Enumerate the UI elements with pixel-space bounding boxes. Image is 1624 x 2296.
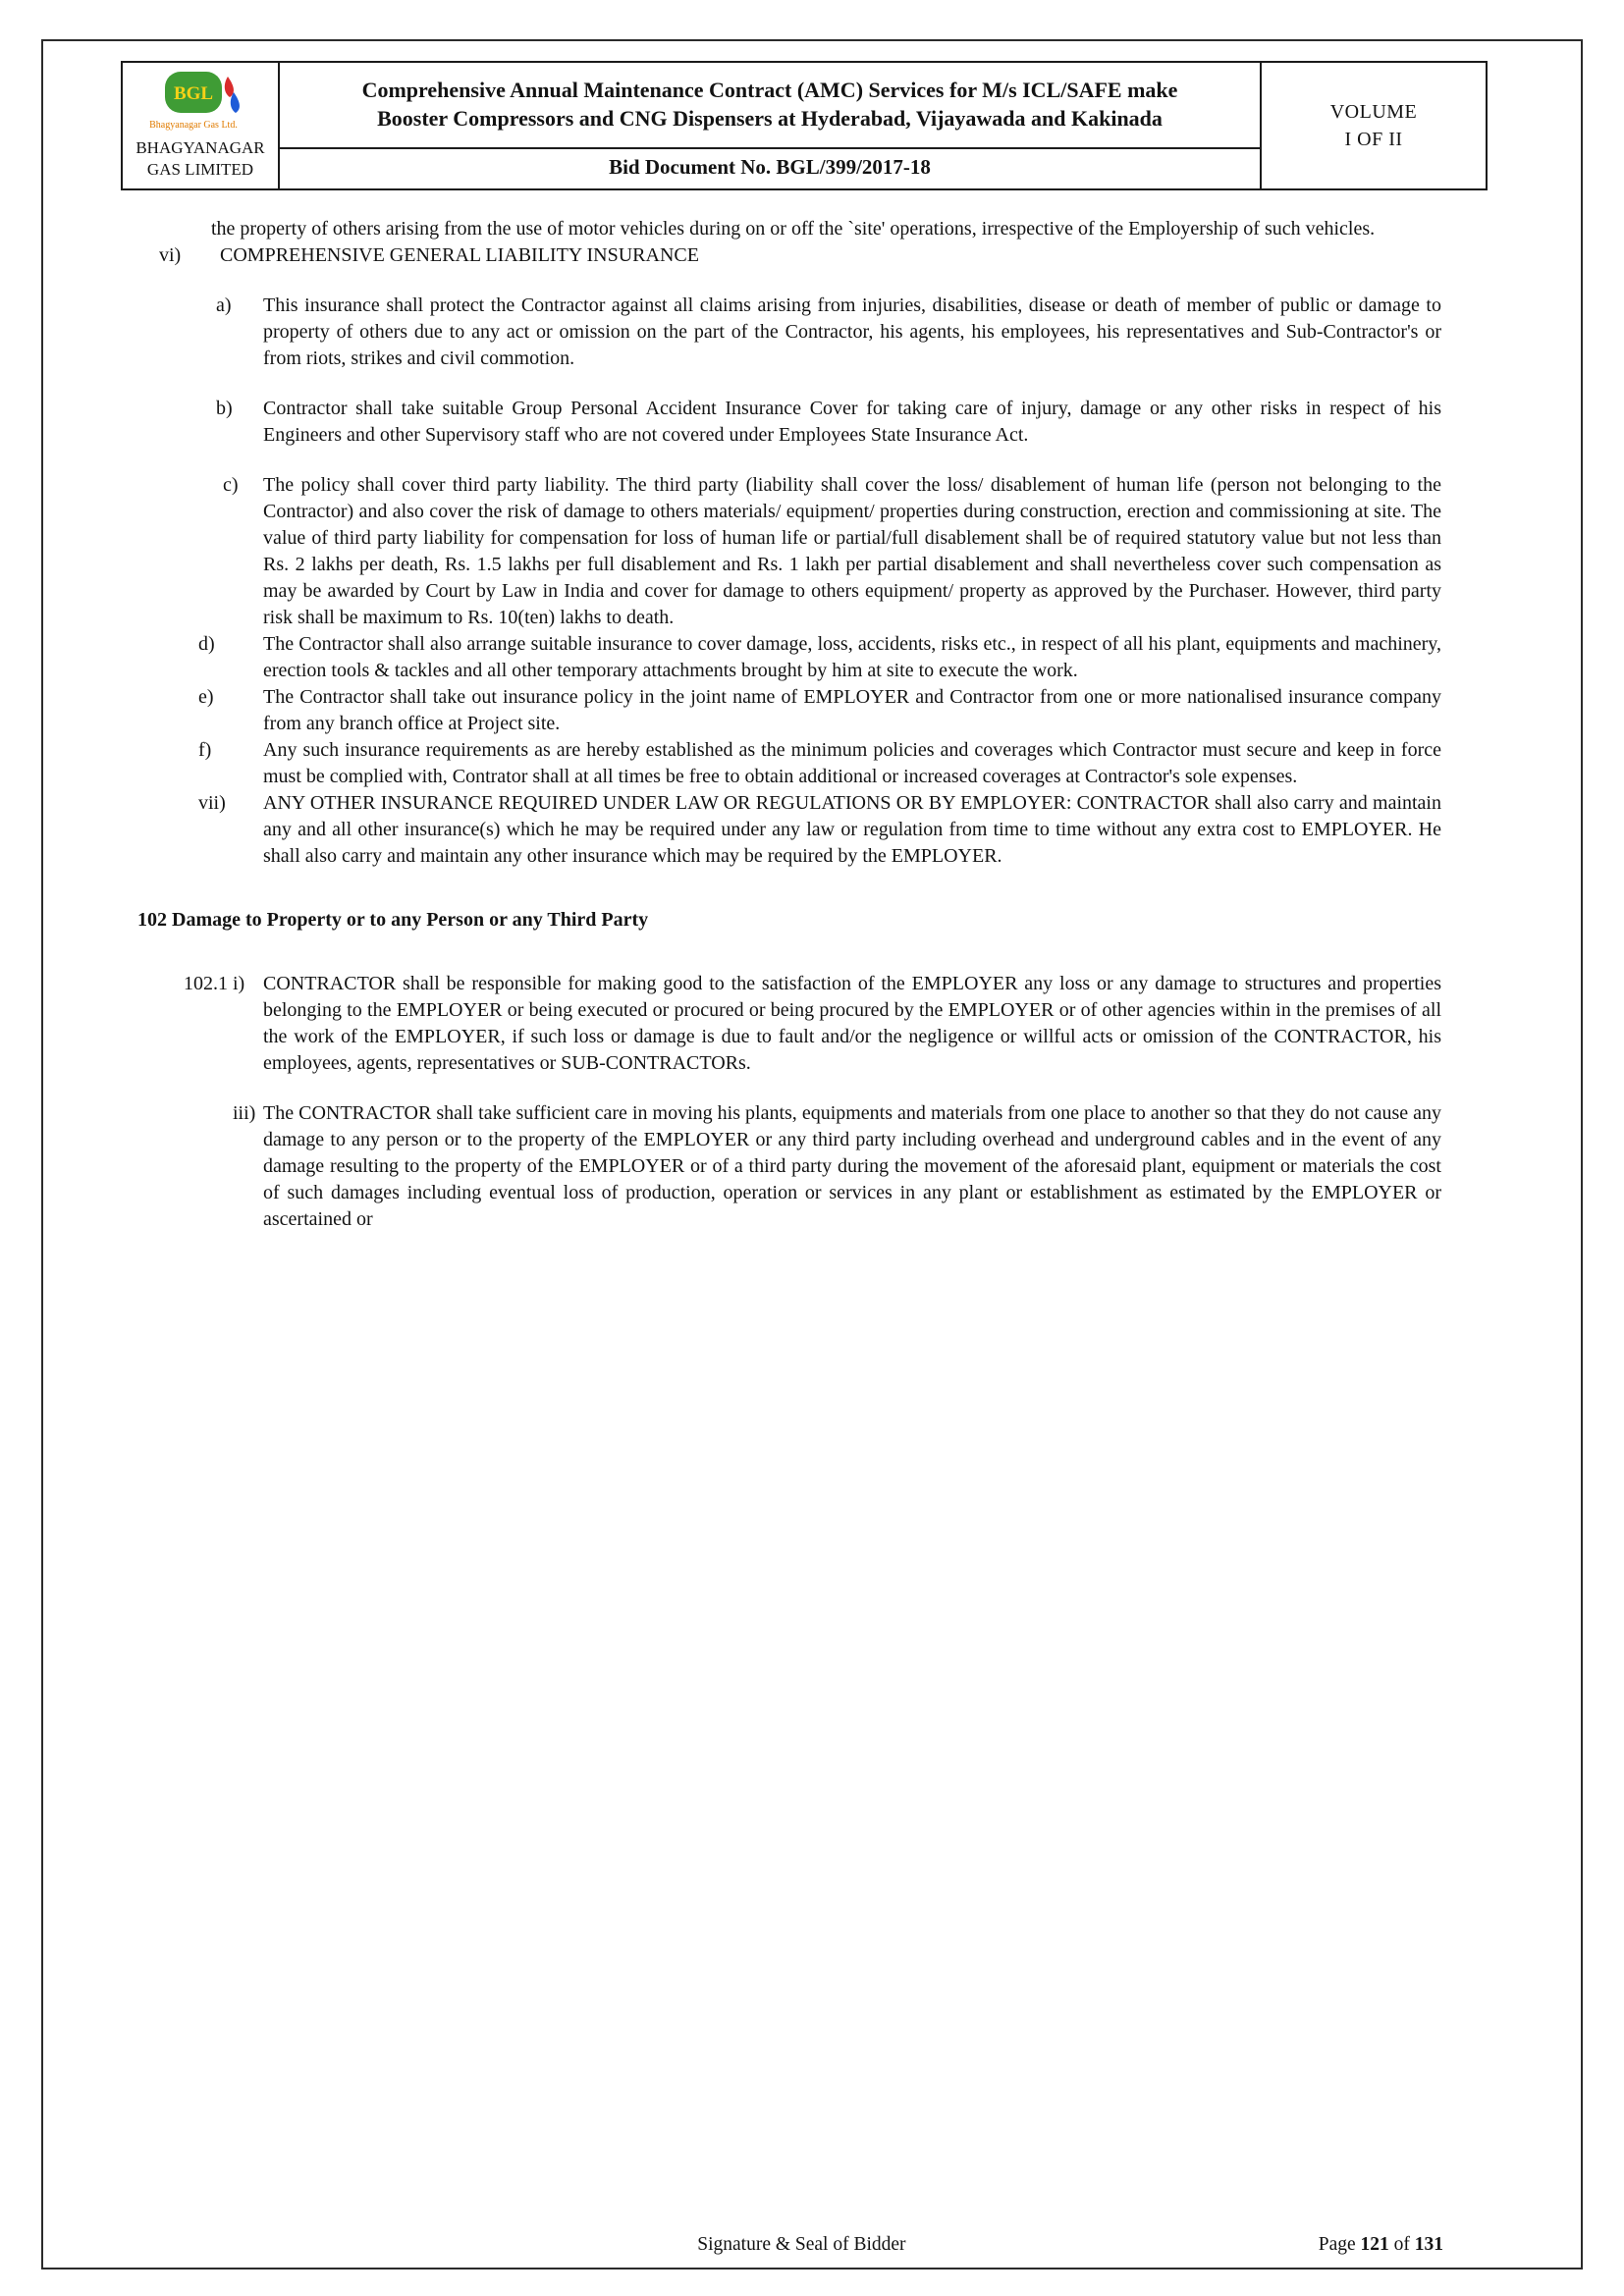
page-word: Page bbox=[1318, 2234, 1356, 2255]
paragraph-text: This insurance shall protect the Contractor against all claims arising from injuries, disabilities, disease or death of member of public or damage to property of others due to any act or omission on the part of the Contractor, his agents, his employees, his representatives and Sub-Contractor's or from riots, strikes and civil commotion. bbox=[263, 294, 1441, 370]
company-logo-icon bbox=[141, 69, 259, 133]
list-item bbox=[137, 684, 1441, 737]
bid-document-number: Bid Document No. BGL/399/2017-18 bbox=[279, 148, 1261, 189]
list-item-label: vii) bbox=[198, 792, 226, 815]
paragraph-text: The policy shall cover third party liability. The third party (liability shall cover the loss/ disablement of human life (person not belonging to the Contractor) and also cover the risk of damage to others materials/ equipment/ properties during construction, erection and commissioning at site. The value of third party liability for compensation for loss of human life or partial/full disablement shall be of required statutory value but not less than Rs. 2 lakhs per death, Rs. 1.5 lakhs per full disablement and Rs. 1 lakh per partial disablement and shall nevertheless cover such compensation as may be awarded by Court by Law in India and cover for damage to others equipment/ property as approved by the Purchaser. However, third party risk shall be maximum to Rs. 10(ten) lakhs to death. bbox=[263, 474, 1441, 629]
list-item-label: a) bbox=[216, 294, 232, 317]
paragraph bbox=[137, 216, 1441, 242]
list-item-label: vi) bbox=[159, 244, 182, 267]
list-item bbox=[137, 242, 1441, 269]
list-item bbox=[137, 1100, 1441, 1233]
list-item bbox=[137, 790, 1441, 870]
document-body bbox=[137, 216, 1441, 1233]
logo-text: BGL bbox=[173, 83, 214, 104]
of-word: of bbox=[1393, 2234, 1410, 2255]
document-title: Comprehensive Annual Maintenance Contract (AMC) Services for M/s ICL/SAFE make Booster Compressors and CNG Dispensers at Hyderabad, Vijayawada and Kakinada bbox=[279, 62, 1261, 148]
page-total: 131 bbox=[1414, 2234, 1443, 2255]
volume-label-line2: I OF II bbox=[1344, 129, 1403, 151]
paragraph-text: The Contractor shall take out insurance policy in the joint name of EMPLOYER and Contractor from one or more nationalised insurance company from any branch office at Project site. bbox=[263, 686, 1441, 735]
list-item bbox=[137, 396, 1441, 449]
list-item-label: c) bbox=[223, 474, 239, 497]
page-border bbox=[41, 39, 1583, 2269]
volume-label-line1: VOLUME bbox=[1329, 101, 1418, 124]
organization-name bbox=[127, 137, 274, 181]
paragraph-text: the property of others arising from the use of motor vehicles during on or off the `site' operations, irrespective of the Employership of such vehicles. bbox=[211, 218, 1376, 240]
volume-label bbox=[1261, 62, 1487, 189]
list-item-label: iii) bbox=[233, 1102, 256, 1125]
list-item-label: 102.1 i) bbox=[184, 973, 245, 995]
document-header bbox=[121, 61, 1488, 190]
section-heading-text: 102 Damage to Property or to any Person or any Third Party bbox=[137, 909, 649, 932]
signature-seal-label: Signature & Seal of Bidder bbox=[697, 2234, 906, 2255]
page-number bbox=[1319, 2234, 1443, 2256]
section-heading bbox=[137, 907, 1441, 934]
paragraph-text: ANY OTHER INSURANCE REQUIRED UNDER LAW OR REGULATIONS OR BY EMPLOYER: CONTRACTOR shall also carry and maintain any and all other insurance(s) which he may be required under any law or regulation from time to time without any extra cost to EMPLOYER. He shall also carry and maintain any other insurance which may be required by the EMPLOYER. bbox=[263, 792, 1441, 868]
logo-caption: Bhagyanagar Gas Ltd. bbox=[149, 120, 238, 131]
list-item bbox=[137, 472, 1441, 631]
paragraph-text: COMPREHENSIVE GENERAL LIABILITY INSURANCE bbox=[220, 244, 699, 267]
header-logo-cell bbox=[122, 62, 279, 189]
organization-name-line1: BHAGYANAGAR bbox=[135, 138, 265, 157]
list-item bbox=[137, 971, 1441, 1077]
paragraph-text: Contractor shall take suitable Group Personal Accident Insurance Cover for taking care of injury, damage or any other risks in respect of his Engineers and other Supervisory staff who are not covered under Employees State Insurance Act. bbox=[263, 398, 1441, 447]
paragraph-text: The CONTRACTOR shall take sufficient care in moving his plants, equipments and materials from one place to another so that they do not cause any damage to any person or to the property of the EMPLOYER or any third party including overhead and underground cables and in the event of any damage resulting to the property of the EMPLOYER or of a third party during the movement of the aforesaid plant, equipment or materials the cost of such damages including eventual loss of production, operation or services in any plant or establishment as estimated by the EMPLOYER or ascertained or bbox=[263, 1102, 1441, 1231]
page-footer bbox=[43, 2234, 1581, 2264]
list-item-label: b) bbox=[216, 398, 233, 420]
paragraph-text: The Contractor shall also arrange suitable insurance to cover damage, loss, accidents, risks etc., in respect of all his plant, equipments and machinery, erection tools & tackles and all other temporary attachments brought by him at site to execute the work. bbox=[263, 633, 1441, 682]
paragraph-text: Any such insurance requirements as are hereby established as the minimum policies and coverages which Contractor must secure and keep in force must be complied with, Contrator shall at all times be free to obtain additional or increased coverages at Contractor's sole expenses. bbox=[263, 739, 1441, 788]
organization-name-line2: GAS LIMITED bbox=[146, 160, 254, 180]
page-current: 121 bbox=[1360, 2234, 1389, 2255]
paragraph-text: CONTRACTOR shall be responsible for making good to the satisfaction of the EMPLOYER any loss or any damage to structures and properties belonging to the EMPLOYER or being executed or procured or being procured by the EMPLOYER or of other agencies within in the premises of all the work of the EMPLOYER, if such loss or damage is due to fault and/or the negligence or willful acts or omission of the CONTRACTOR, his employees, agents, representatives or SUB-CONTRACTORs. bbox=[263, 973, 1441, 1075]
list-item bbox=[137, 631, 1441, 684]
list-item bbox=[137, 293, 1441, 372]
list-item bbox=[137, 737, 1441, 790]
list-item-label: d) bbox=[198, 633, 215, 656]
list-item-label: e) bbox=[198, 686, 214, 709]
list-item-label: f) bbox=[198, 739, 212, 762]
